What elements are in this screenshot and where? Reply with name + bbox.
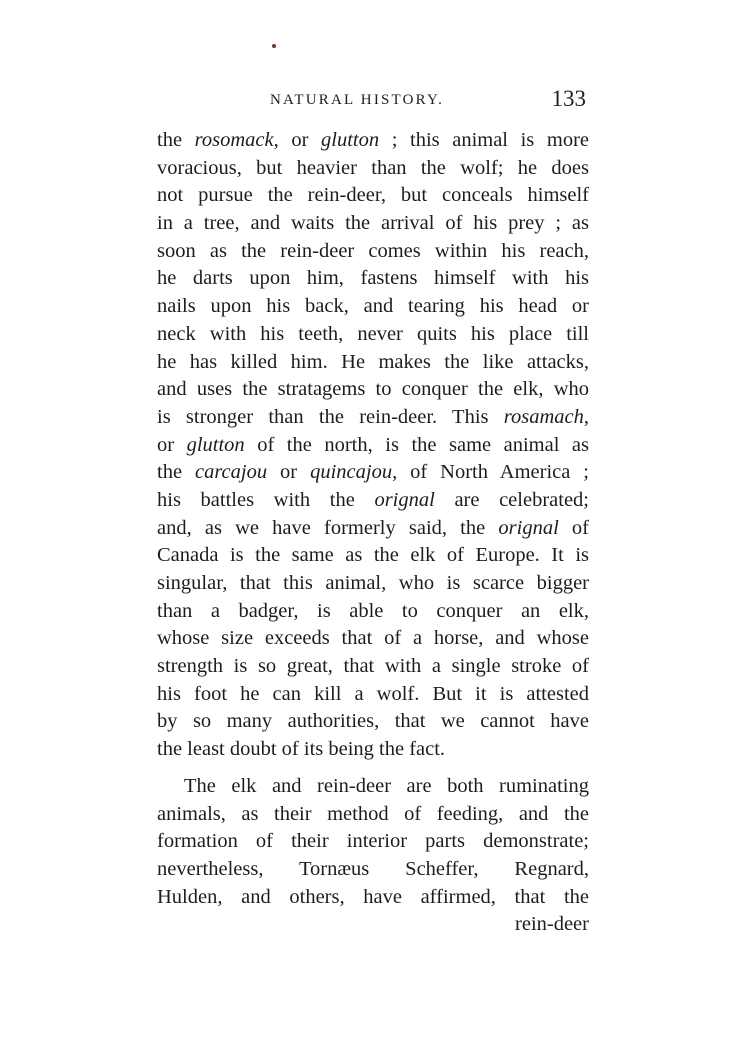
text-run: The elk and rein-deer are both ruminating (184, 774, 589, 797)
text-run: he has killed him. He makes the like attacks, (157, 350, 589, 373)
text-line (157, 736, 589, 764)
text-run: voracious, but heavier than the wolf; he does (157, 156, 589, 179)
text-run: and uses the stratagems to conquer the elk, who (157, 378, 589, 401)
running-head (158, 86, 590, 116)
text-line (157, 681, 589, 709)
text-run: strength is so great, that with a single stroke of (157, 655, 589, 678)
text-run: his battles with the (157, 488, 375, 511)
text-run: , or (273, 129, 322, 151)
text-run: Canada is the same as the elk of Europe. It is (157, 544, 589, 567)
text-run: formation of their interior parts demonstrate; (157, 830, 589, 853)
text-run: Hulden, and others, have affirmed, that the (157, 885, 589, 908)
text-line (157, 155, 589, 183)
italic-term: orignal (374, 488, 435, 511)
text-run: not pursue the rein-deer, but conceals himself (157, 184, 589, 207)
catchword: rein-deer (515, 913, 589, 936)
text-line (157, 884, 589, 912)
text-run: he darts upon him, fastens himself with his (157, 267, 589, 290)
running-title: NATURAL HISTORY. (270, 92, 445, 108)
italic-term: rosamach (503, 405, 584, 428)
text-line (157, 293, 589, 321)
text-line (157, 773, 589, 801)
italic-term: glutton (186, 433, 245, 456)
text-run: of (558, 516, 589, 539)
italic-term: quincajou (310, 461, 393, 484)
text-line (157, 708, 589, 736)
text-line (157, 210, 589, 238)
text-run: ; this animal is more (379, 129, 590, 151)
text-line (157, 127, 589, 155)
text-run: the (157, 129, 195, 151)
text-line (157, 598, 589, 626)
text-run: are celebrated; (434, 488, 589, 511)
text-run: and, as we have formerly said, the (157, 516, 499, 539)
text-line (157, 349, 589, 377)
text-run: his foot he can kill a wolf. But it is attested (157, 682, 589, 705)
italic-term: glutton (321, 129, 380, 151)
text-line (157, 542, 589, 570)
text-run: or (157, 433, 187, 456)
paragraph (157, 773, 589, 911)
text-run: , (583, 405, 589, 428)
text-run: the (157, 461, 195, 484)
ink-speck (272, 44, 276, 48)
text-line (157, 432, 589, 460)
body-text (157, 127, 589, 939)
text-line (157, 856, 589, 884)
text-line (157, 515, 589, 543)
text-line (157, 459, 589, 487)
text-run: animals, as their method of feeding, and the (157, 802, 589, 825)
text-run: of the north, is the same animal as (244, 433, 590, 456)
text-line (157, 653, 589, 681)
page-number: 133 (551, 86, 586, 111)
text-run: singular, that this animal, who is scarce bigger (157, 572, 589, 594)
text-line (157, 238, 589, 266)
text-line (157, 182, 589, 210)
text-line (157, 404, 589, 432)
text-run: in a tree, and waits the arrival of his prey ; as (157, 212, 589, 235)
italic-term: rosomack (194, 129, 274, 151)
text-run: neck with his teeth, never quits his place till (157, 322, 589, 345)
text-line (157, 801, 589, 829)
text-run: the least doubt of its being the fact. (157, 738, 446, 761)
text-run: , of North America ; (392, 461, 589, 484)
text-run: nails upon his back, and tearing his head or (157, 295, 589, 318)
text-run: nevertheless, Tornæus Scheffer, Regnard, (157, 857, 589, 880)
text-run: or (267, 461, 311, 484)
text-line (157, 487, 589, 515)
text-line (157, 376, 589, 404)
text-line (157, 321, 589, 349)
text-line (157, 265, 589, 293)
text-run: is stronger than the rein-deer. This (157, 405, 504, 428)
italic-term: carcajou (194, 461, 268, 484)
text-line (157, 625, 589, 653)
italic-term: orignal (498, 516, 559, 539)
text-run: whose size exceeds that of a horse, and whose (157, 627, 589, 650)
text-run: soon as the rein-deer comes within his reach, (157, 239, 589, 262)
paragraph (157, 127, 589, 764)
text-line (157, 828, 589, 856)
text-run: than a badger, is able to conquer an elk, (157, 599, 589, 622)
text-run: by so many authorities, that we cannot have (157, 710, 589, 733)
text-line (157, 570, 589, 598)
